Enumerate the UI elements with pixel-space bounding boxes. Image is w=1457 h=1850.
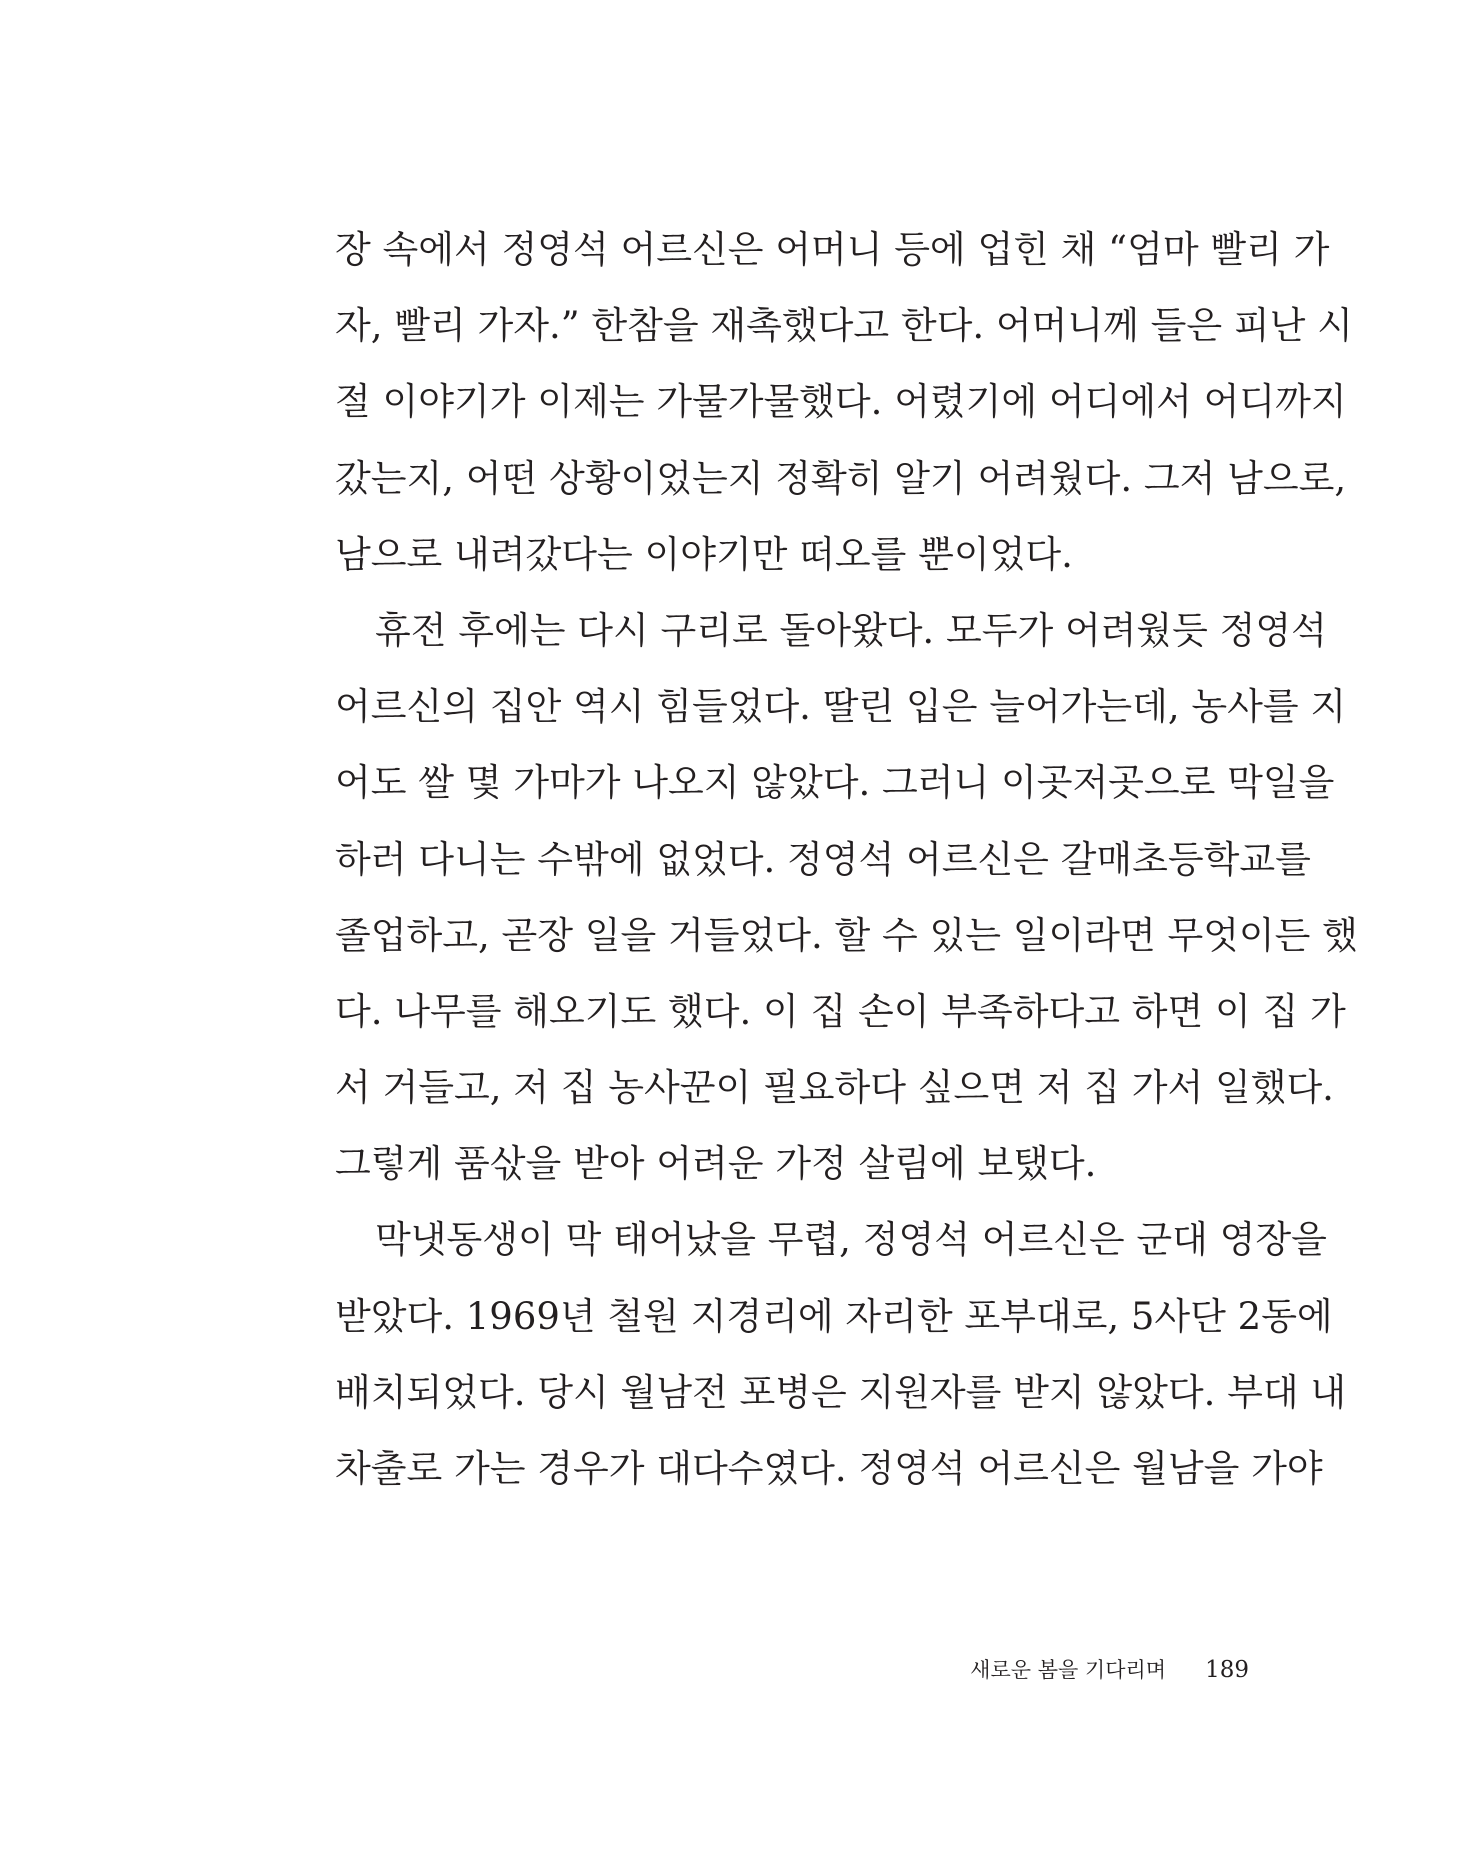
paragraph-first-line: 휴전 후에는 다시 구리로 돌아왔다. 모두가 어려웠듯 정영석 — [375, 608, 1327, 652]
text-line: 어도 쌀 몇 가마가 나오지 않았다. 그러니 이곳저곳으로 막일을 — [335, 761, 1335, 805]
text-line: 장 속에서 정영석 어르신은 어머니 등에 업힌 채 “엄마 빨리 가 — [335, 228, 1330, 271]
text-line: 차출로 가는 경우가 대다수였다. 정영석 어르신은 월남을 가야 — [335, 1447, 1323, 1490]
text-line: 그렇게 품삯을 받아 어려운 가정 살림에 보탰다. — [335, 1142, 1097, 1186]
text-line: 남으로 내려갔다는 이야기만 떠오를 뿐이었다. — [335, 532, 1073, 576]
body-text — [335, 212, 1358, 1507]
text-line: 서 거들고, 저 집 농사꾼이 필요하다 싶으면 저 집 가서 일했다. — [335, 1066, 1334, 1110]
text-line: 졸업하고, 곧장 일을 거들었다. 할 수 있는 일이라면 무엇이든 했 — [335, 913, 1358, 957]
text-line: 갔는지, 어떤 상황이었는지 정확히 알기 어려웠다. 그저 남으로, — [335, 456, 1347, 500]
page-footer — [970, 1652, 1249, 1688]
text-line: 절 이야기가 이제는 가물가물했다. 어렸기에 어디에서 어디까지 — [335, 380, 1347, 424]
page-number: 189 — [1205, 1657, 1249, 1683]
text-line: 자, 빨리 가자.” 한참을 재촉했다고 한다. 어머니께 들은 피난 시 — [335, 304, 1353, 348]
text-line: 어르신의 집안 역시 힘들었다. 딸린 입은 늘어가는데, 농사를 지 — [335, 685, 1347, 729]
text-line: 배치되었다. 당시 월남전 포병은 지원자를 받지 않았다. 부대 내 — [335, 1370, 1347, 1414]
text-line: 받았다. 1969년 철원 지경리에 자리한 포부대로, 5사단 2동에 — [335, 1294, 1333, 1338]
text-line: 다. 나무를 해오기도 했다. 이 집 손이 부족하다고 하면 이 집 가 — [335, 989, 1346, 1033]
running-title: 새로운 봄을 기다리며 — [970, 1658, 1167, 1682]
text-line: 하러 다니는 수밖에 없었다. 정영석 어르신은 갈매초등학교를 — [335, 837, 1311, 881]
paragraph-first-line: 막냇동생이 막 태어났을 무렵, 정영석 어르신은 군대 영장을 — [375, 1218, 1327, 1262]
